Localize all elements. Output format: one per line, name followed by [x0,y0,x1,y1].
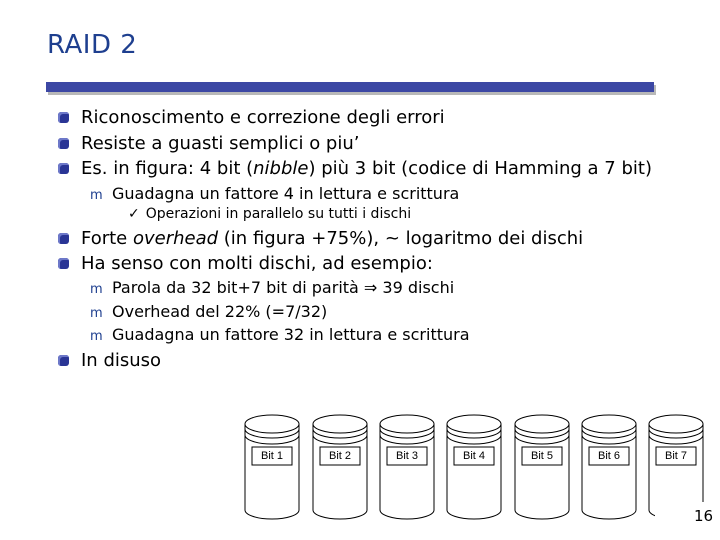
bullet-1 [58,107,445,128]
disk-cylinder-icon [312,414,368,522]
check-bullet-1-text: Operazioni in parallelo su tutti i dischi [145,206,412,222]
bullet-3-text-italic: nibble [253,158,309,179]
disk-2-label: Bit 2 [328,450,351,462]
sub-bullet-4-text: Guadagna un fattore 32 in lettura e scrittura [112,325,470,344]
square-bullet-icon [58,258,69,269]
bullet-3 [58,158,652,179]
sub-bullet-marker: m [90,306,103,321]
disk-4 [446,414,502,522]
checkmark-icon: ✓ [128,206,140,222]
sub-bullet-2 [90,278,454,297]
bullet-1-text: Riconoscimento e correzione degli errori [81,107,445,128]
bullet-2-text: Resiste a guasti semplici o piu’ [81,133,360,154]
square-bullet-icon [58,112,69,123]
disk-cylinder-icon [446,414,502,522]
slide-title: RAID 2 [47,30,138,60]
bullet-3-text-a: Es. in figura: 4 bit ( [81,158,254,179]
disk-cylinder-icon [244,414,300,522]
disk-3 [379,414,435,522]
sub-bullet-3-text: Overhead del 22% (=7/32) [112,302,328,321]
bullet-4 [58,228,583,249]
disk-2 [312,414,368,522]
bullet-4-text-italic: overhead [132,228,219,249]
bullet-5-text: Ha senso con molti dischi, ad esempio: [81,253,433,274]
disk-4-label: Bit 4 [462,450,485,462]
sub-bullet-3 [90,302,327,321]
square-bullet-icon [58,355,69,366]
bullet-6-text: In disuso [81,350,162,371]
sub-bullet-marker: m [90,188,103,203]
disk-1-label: Bit 1 [260,450,283,462]
disk-6-label: Bit 6 [597,450,620,462]
bullet-5 [58,253,433,274]
check-bullet-1 [128,206,411,222]
disk-3-label: Bit 3 [395,450,418,462]
sub-bullet-4 [90,325,470,344]
disk-cylinder-icon [581,414,637,522]
square-bullet-icon [58,233,69,244]
disk-5 [514,414,570,522]
disk-1 [244,414,300,522]
title-rule [46,82,654,92]
disk-5-label: Bit 5 [530,450,553,462]
disk-7-label: Bit 7 [664,450,687,462]
sub-bullet-2-text: Parola da 32 bit+7 bit di parità ⇒ 39 dischi [112,278,455,297]
sub-bullet-1 [90,184,459,203]
bullet-6 [58,350,161,371]
page-number: 16 [694,507,714,525]
disk-cylinder-icon [514,414,570,522]
bullet-4-text-b: (in figura +75%), ~ logaritmo dei dischi [218,228,584,249]
square-bullet-icon [58,138,69,149]
square-bullet-icon [58,163,69,174]
sub-bullet-1-text: Guadagna un fattore 4 in lettura e scrittura [112,184,460,203]
disk-cylinder-icon [379,414,435,522]
bullet-4-text-a: Forte [81,228,133,249]
disk-6 [581,414,637,522]
bullet-3-text-b: ) più 3 bit (codice di Hamming a 7 bit) [308,158,652,179]
sub-bullet-marker: m [90,282,103,297]
sub-bullet-marker: m [90,329,103,344]
bullet-2 [58,133,359,154]
